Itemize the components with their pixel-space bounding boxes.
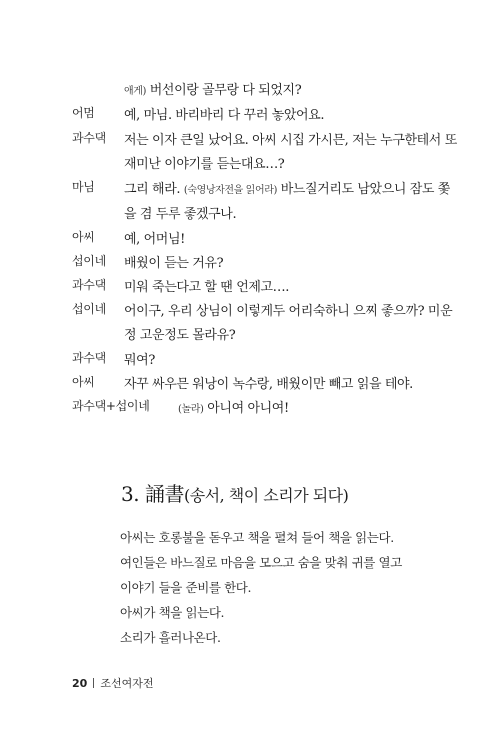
dialogue-speech: 바느질거리도 남았으니 잠도 쫓 xyxy=(280,182,450,197)
dialogue-text: 미워 죽는다고 할 땐 언제고…. xyxy=(124,280,289,295)
footer-divider xyxy=(93,678,94,688)
narration-line: 아씨가 책을 읽는다. xyxy=(120,605,225,620)
dialogue-text: 예, 어머님! xyxy=(124,232,185,247)
dialogue-line xyxy=(0,178,500,206)
speaker-name: 과수댁 xyxy=(72,351,106,365)
dialogue-line xyxy=(0,397,500,425)
speaker-name: 과수댁 xyxy=(72,278,106,292)
speaker-name: 과수댁 xyxy=(72,131,106,145)
dialogue-line-continued xyxy=(0,153,500,181)
dialogue-text xyxy=(124,79,434,98)
speaker-name: 섭이네 xyxy=(72,254,106,268)
section-number: 3. xyxy=(121,482,140,506)
dialogue-text: 재미난 이야기를 듣는대요…? xyxy=(124,157,285,172)
page-number: 20 xyxy=(72,677,88,690)
speaker-name: 어멈 xyxy=(72,106,95,120)
dialogue-text: 저는 이자 큰일 났어요. 아씨 시집 가시믄, 저는 누구한테서 또 xyxy=(124,133,457,148)
stage-direction: (놀라) xyxy=(178,404,204,415)
section-subtitle: (송서, 책이 소리가 되다) xyxy=(183,486,349,505)
dialogue-speech: 그리 해라. xyxy=(124,182,181,197)
dialogue-text: 예, 마님. 바리바리 다 꾸러 놓았어요. xyxy=(124,108,325,123)
dialogue-text: 어이구, 우리 상님이 이렇게두 어리숙하니 으찌 좋으까? 미운 xyxy=(124,304,453,319)
dialogue-text: 자꾸 싸우믄 워낭이 녹수랑, 배웠이만 빼고 읽을 테야. xyxy=(124,377,413,392)
dialogue-speech: 버선이랑 골무랑 다 되었지? xyxy=(149,83,302,98)
dialogue-line xyxy=(0,104,500,132)
dialogue-text xyxy=(124,178,450,197)
dialogue-line-continued xyxy=(0,324,500,352)
dialogue-text: 정 고운정도 몰라유? xyxy=(124,328,236,343)
dialogue-speech: 아니여 아니여! xyxy=(207,401,289,416)
section-heading xyxy=(121,478,348,507)
dialogue-text xyxy=(178,397,434,416)
stage-direction: (숙영낭자전을 읽어라) xyxy=(183,185,277,196)
narration-line: 아씨는 호롱불을 돋우고 책을 펼쳐 들어 책을 읽는다. xyxy=(120,530,394,545)
narration-line: 이야기 들을 준비를 한다. xyxy=(120,580,252,595)
narration-line: 소리가 흘러나온다. xyxy=(120,630,221,645)
stage-direction: 애게) xyxy=(124,86,147,97)
speaker-name: 섭이네 xyxy=(72,302,106,316)
page-footer xyxy=(72,675,153,691)
dialogue-line xyxy=(0,79,500,107)
book-title: 조선여자전 xyxy=(100,677,154,690)
narration-line: 여인들은 바느질로 마음을 모으고 숨을 맞춰 귀를 열고 xyxy=(120,555,402,570)
dialogue-text: 을 겸 두루 좋겠구나. xyxy=(124,207,237,222)
speaker-name: 아씨 xyxy=(72,375,95,389)
dialogue-text: 배웠이 듣는 거유? xyxy=(124,256,224,271)
section-title: 誦書 xyxy=(144,482,184,506)
speaker-name: 아씨 xyxy=(72,230,95,244)
dialogue-text: 뭐여? xyxy=(124,353,155,368)
dialogue-line-continued xyxy=(0,203,500,231)
speaker-name: 과수댁+섭이네 xyxy=(72,399,150,413)
speaker-name: 마님 xyxy=(72,180,95,194)
